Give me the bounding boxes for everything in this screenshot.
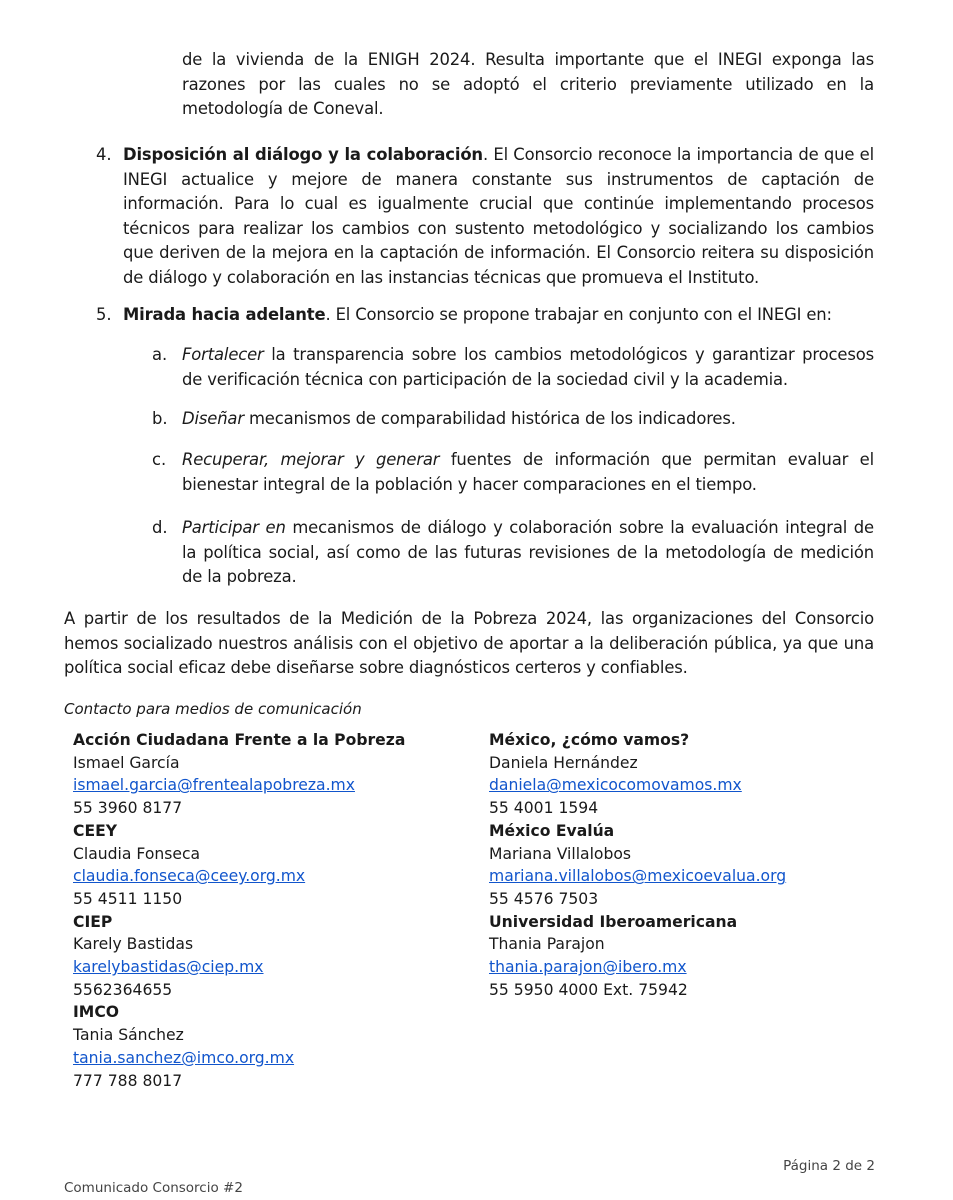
contacts-right-column — [489, 729, 786, 1001]
sub-letter-b: b. — [152, 409, 168, 428]
item-title: Mirada hacia adelante — [123, 305, 326, 324]
contact-name: Claudia Fonseca — [73, 844, 201, 863]
sub-letter-d: d. — [152, 518, 168, 537]
contact-email-link[interactable]: karelybastidas@ciep.mx — [73, 958, 264, 977]
contact-org: Universidad Iberoamericana — [489, 912, 738, 931]
closing-paragraph: A partir de los resultados de la Medición de la Pobreza 2024, las organizaciones del Consorcio hemos socializado nuestros análisis con el objetivo de aportar a la deliberación pública, ya que una política social eficaz debe diseñarse sobre diagnósticos certeros y confiables. — [64, 609, 874, 677]
list-number-4: 4. — [96, 145, 112, 164]
sub-item-text: la transparencia sobre los cambios metodológicos y garantizar procesos de verificación técnica con participación de la sociedad civil y la academia. — [182, 345, 874, 389]
sub-item-a — [182, 343, 874, 392]
contact-name: Thania Parajon — [489, 935, 605, 954]
sub-item-d — [182, 516, 874, 590]
contact-name: Daniela Hernández — [489, 753, 638, 772]
contact-org: México Evalúa — [489, 821, 615, 840]
contact-phone: 777 788 8017 — [73, 1071, 183, 1090]
contact-email-link[interactable]: tania.sanchez@imco.org.mx — [73, 1048, 295, 1067]
sub-item-text: mecanismos de comparabilidad histórica de los indicadores. — [243, 409, 736, 428]
sub-item-b — [182, 407, 874, 432]
contact-org: CEEY — [73, 821, 118, 840]
sub-item-verb: Diseñar — [182, 409, 244, 428]
sub-item-text: mecanismos de diálogo y colaboración sobre la evaluación integral de la política social, así como de las futuras revisiones de la metodología de medición de la pobreza. — [182, 518, 874, 586]
contact-name: Mariana Villalobos — [489, 844, 632, 863]
contact-org: IMCO — [73, 1003, 120, 1022]
contact-email-link[interactable]: mariana.villalobos@mexicoevalua.org — [489, 867, 787, 886]
contact-email-link[interactable]: thania.parajon@ibero.mx — [489, 958, 687, 977]
contact-phone: 55 4511 1150 — [73, 889, 183, 908]
contact-org: Acción Ciudadana Frente a la Pobreza — [73, 731, 406, 749]
sub-item-verb: Recuperar, mejorar y generar — [182, 450, 440, 469]
sub-item-verb: Participar en — [182, 518, 286, 537]
sub-letter-c: c. — [152, 450, 167, 469]
continuation-paragraph: de la vivienda de la ENIGH 2024. Resulta importante que el INEGI exponga las razones por las cuales no se adoptó el criterio previamente utilizado en la metodología de Coneval. — [182, 50, 874, 118]
sub-item-verb: Fortalecer — [182, 345, 264, 364]
sub-item-c — [182, 448, 874, 497]
footer-title: Comunicado Consorcio #2 — [64, 1180, 243, 1196]
page-number: Página 2 de 2 — [783, 1158, 875, 1174]
contact-name: Tania Sánchez — [73, 1026, 184, 1045]
contact-name: Ismael García — [73, 753, 180, 772]
contacts-heading: Contacto para medios de comunicación — [64, 700, 362, 718]
contact-email-link[interactable]: daniela@mexicocomovamos.mx — [489, 776, 742, 795]
contact-name: Karely Bastidas — [73, 935, 194, 954]
item-text: . El Consorcio reconoce la importancia de que el INEGI actualice y mejore de manera constante sus instrumentos de captación de información. Para lo cual es igualmente crucial que continúe implementando procesos técnicos para realizar los cambios con sustento metodológico y socializando los cambios que deriven de la mejora en la captación de información. El Consorcio reitera su disposición de diálogo y colaboración en las instancias técnicas que promueva el Instituto. — [123, 145, 874, 287]
item-title: Disposición al diálogo y la colaboración — [123, 145, 483, 164]
contact-org: CIEP — [73, 912, 113, 931]
list-number-5: 5. — [96, 305, 112, 324]
contact-email-link[interactable]: claudia.fonseca@ceey.org.mx — [73, 867, 306, 886]
contacts-left-column — [73, 729, 405, 1092]
sub-letter-a: a. — [152, 345, 168, 364]
contact-phone: 55 4001 1594 — [489, 799, 599, 818]
contact-phone: 5562364655 — [73, 980, 173, 999]
sub-item-text: fuentes de información que permitan evaluar el bienestar integral de la población y hacer comparaciones en el tiempo. — [182, 450, 874, 494]
item-text: . El Consorcio se propone trabajar en conjunto con el INEGI en: — [325, 305, 832, 324]
contact-phone: 55 4576 7503 — [489, 889, 599, 908]
list-item-forward — [123, 303, 874, 328]
contact-org: México, ¿cómo vamos? — [489, 731, 690, 749]
contact-phone: 55 3960 8177 — [73, 799, 183, 818]
contact-phone: 55 5950 4000 Ext. 75942 — [489, 980, 688, 999]
contact-email-link[interactable]: ismael.garcia@frentealapobreza.mx — [73, 776, 355, 795]
list-item-dialogue — [123, 143, 874, 290]
